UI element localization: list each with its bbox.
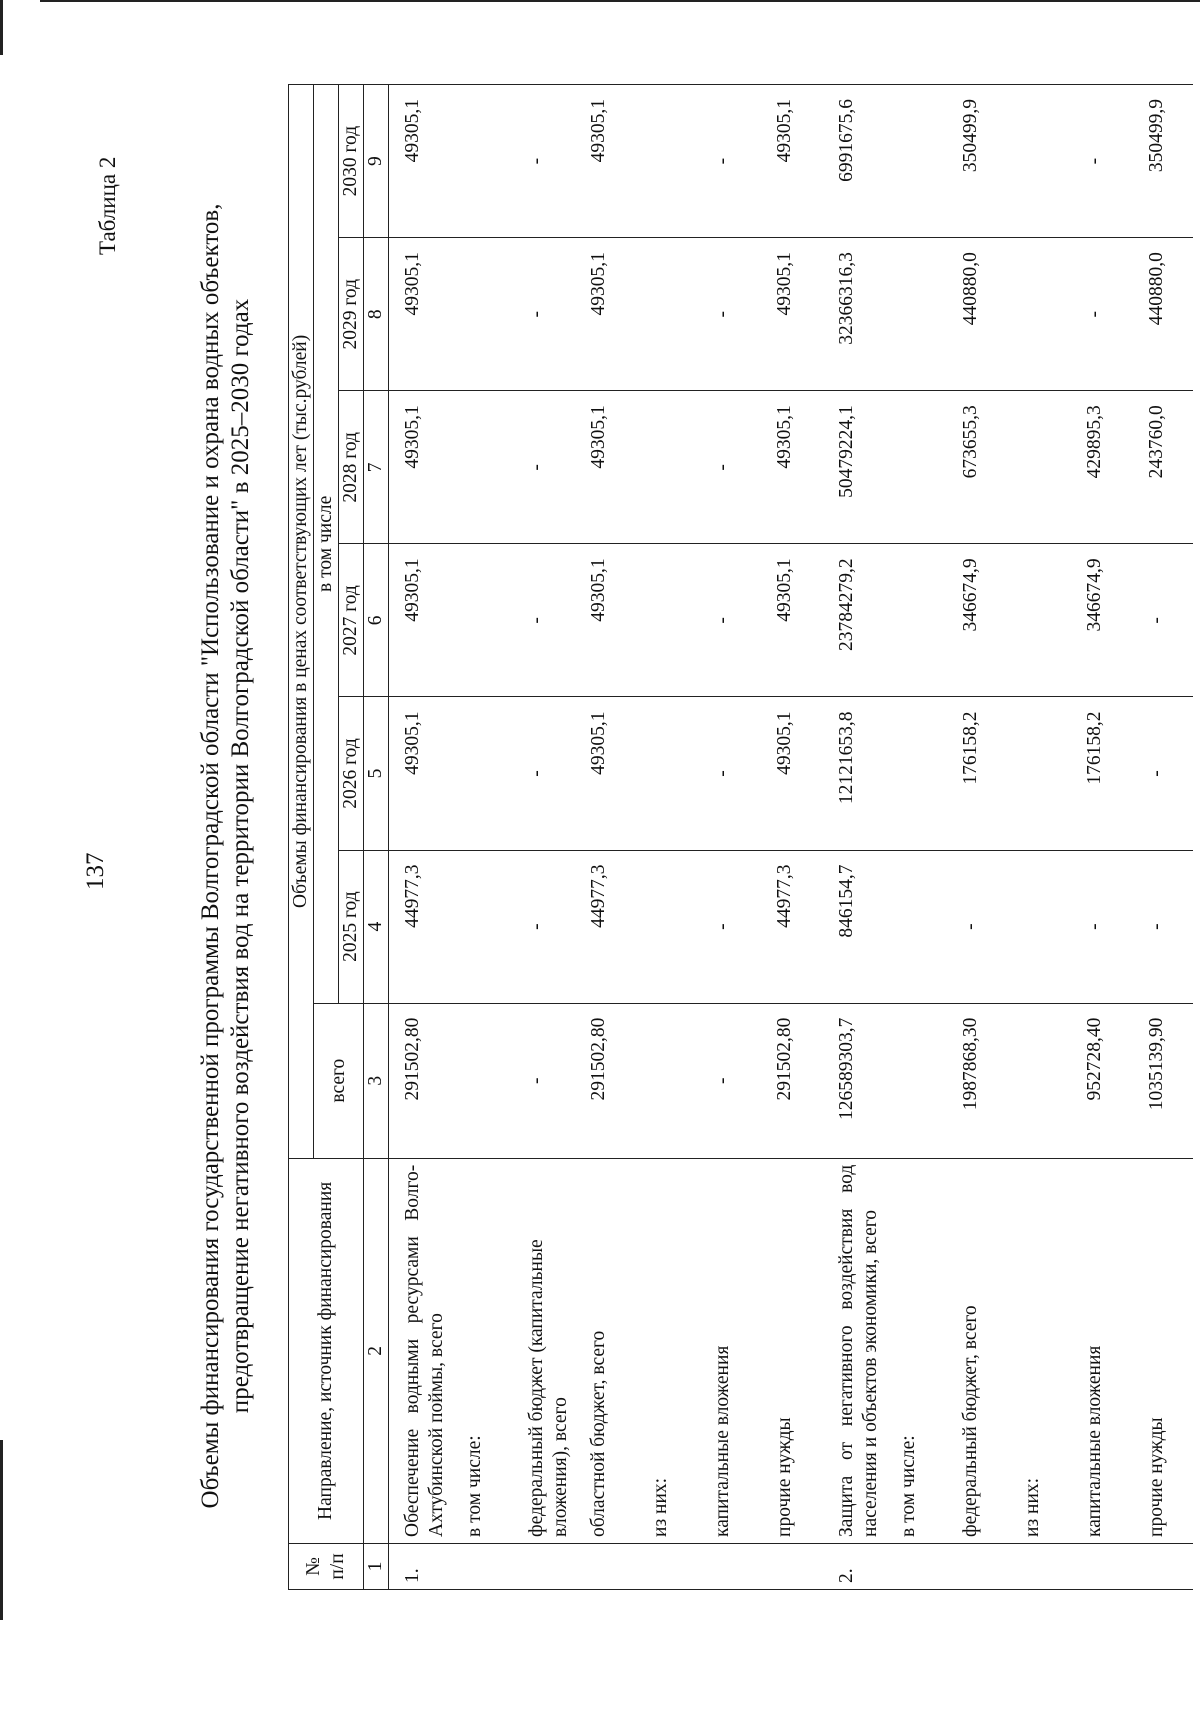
column-number: 6 bbox=[364, 544, 389, 697]
row-total bbox=[635, 1003, 697, 1158]
row-year-value: 49305,1 bbox=[759, 85, 821, 238]
row-year-value: 673655,3 bbox=[945, 391, 1007, 544]
row-year-value: 350499,9 bbox=[1131, 85, 1193, 238]
title-line-1: Объемы финансирования государственной программы Волгоградской области "Использование и охрана водных объектов, bbox=[197, 203, 224, 1509]
row-year-value: - bbox=[697, 697, 759, 850]
row-year-value bbox=[449, 238, 511, 391]
row-label: областной бюджет, всего bbox=[573, 1158, 635, 1543]
row-label: в том числе: bbox=[883, 1158, 945, 1543]
row-number bbox=[511, 1543, 573, 1589]
row-number bbox=[697, 1543, 759, 1589]
header-year: 2025 год bbox=[339, 850, 364, 1003]
row-year-value: - bbox=[697, 85, 759, 238]
header-including: в том числе bbox=[314, 85, 339, 1004]
row-year-value: 49305,1 bbox=[759, 391, 821, 544]
row-year-value bbox=[449, 544, 511, 697]
row-year-value bbox=[449, 697, 511, 850]
row-year-value bbox=[635, 85, 697, 238]
header-year: 2028 год bbox=[339, 391, 364, 544]
table-row bbox=[1007, 85, 1069, 1590]
row-number bbox=[1007, 1543, 1069, 1589]
row-year-value: - bbox=[1131, 697, 1193, 850]
row-year-value: 49305,1 bbox=[389, 85, 450, 238]
row-label: федеральный бюджет (капитальные вложения), всего bbox=[511, 1158, 573, 1543]
row-year-value: 49305,1 bbox=[389, 697, 450, 850]
row-year-value: - bbox=[697, 391, 759, 544]
column-number: 2 bbox=[364, 1158, 389, 1543]
row-number bbox=[449, 1543, 511, 1589]
row-year-value: 49305,1 bbox=[389, 544, 450, 697]
row-total bbox=[1007, 1003, 1069, 1158]
column-number: 1 bbox=[364, 1543, 389, 1589]
row-year-value bbox=[1007, 238, 1069, 391]
row-year-value: 49305,1 bbox=[759, 238, 821, 391]
row-year-value: - bbox=[511, 850, 573, 1003]
row-label: капитальные вложения bbox=[1069, 1158, 1131, 1543]
header-direction: Направление, источник финансирования bbox=[289, 1158, 364, 1543]
column-number: 7 bbox=[364, 391, 389, 544]
row-number bbox=[759, 1543, 821, 1589]
row-year-value bbox=[1007, 544, 1069, 697]
row-total: 1035139,90 bbox=[1131, 1003, 1193, 1158]
row-year-value: 176158,2 bbox=[945, 697, 1007, 850]
row-year-value: 23784279,2 bbox=[821, 544, 883, 697]
row-total: - bbox=[511, 1003, 573, 1158]
row-number: 2. bbox=[821, 1543, 883, 1589]
row-total: 126589303,7 bbox=[821, 1003, 883, 1158]
table-header bbox=[289, 85, 389, 1590]
column-number: 8 bbox=[364, 238, 389, 391]
row-number bbox=[883, 1543, 945, 1589]
row-label: Обеспечение водными ресурсами Волго-Ахтубинской поймы, всего bbox=[389, 1158, 450, 1543]
row-total: 291502,80 bbox=[573, 1003, 635, 1158]
row-total: - bbox=[697, 1003, 759, 1158]
header-total: всего bbox=[314, 1003, 364, 1158]
row-year-value bbox=[635, 544, 697, 697]
header-year: 2030 год bbox=[339, 85, 364, 238]
row-total: 291502,80 bbox=[389, 1003, 450, 1158]
header-funding: Объемы финансирования в ценах соответствующих лет (тыс.рублей) bbox=[289, 85, 314, 1159]
row-year-value bbox=[449, 85, 511, 238]
row-year-value bbox=[883, 238, 945, 391]
row-year-value: 44977,3 bbox=[389, 850, 450, 1003]
table-row bbox=[883, 85, 945, 1590]
table-label: Таблица 2 bbox=[95, 156, 120, 255]
row-label: прочие нужды bbox=[1131, 1158, 1193, 1543]
financing-table bbox=[288, 84, 1193, 1590]
row-year-value bbox=[635, 850, 697, 1003]
table-row bbox=[449, 85, 511, 1590]
row-year-value bbox=[883, 544, 945, 697]
row-number: 1. bbox=[389, 1543, 450, 1589]
row-label: из них: bbox=[1007, 1158, 1069, 1543]
page-number: 137 bbox=[82, 852, 109, 890]
table-row bbox=[635, 85, 697, 1590]
row-year-value: - bbox=[1131, 850, 1193, 1003]
row-year-value: - bbox=[511, 544, 573, 697]
row-year-value: 243760,0 bbox=[1131, 391, 1193, 544]
row-year-value: 49305,1 bbox=[389, 391, 450, 544]
row-year-value bbox=[635, 697, 697, 850]
row-year-value bbox=[635, 391, 697, 544]
row-year-value bbox=[449, 391, 511, 544]
row-year-value: - bbox=[1131, 544, 1193, 697]
row-year-value bbox=[883, 850, 945, 1003]
row-year-value: - bbox=[697, 238, 759, 391]
row-label: федеральный бюджет, всего bbox=[945, 1158, 1007, 1543]
row-year-value: 44977,3 bbox=[759, 850, 821, 1003]
row-year-value: 49305,1 bbox=[573, 238, 635, 391]
row-year-value: 49305,1 bbox=[759, 544, 821, 697]
row-year-value: 6991675,6 bbox=[821, 85, 883, 238]
row-total bbox=[449, 1003, 511, 1158]
row-total bbox=[883, 1003, 945, 1158]
row-year-value: 429895,3 bbox=[1069, 391, 1131, 544]
row-year-value bbox=[1007, 697, 1069, 850]
row-year-value: 346674,9 bbox=[1069, 544, 1131, 697]
row-year-value: - bbox=[945, 850, 1007, 1003]
row-number bbox=[1069, 1543, 1131, 1589]
row-year-value: - bbox=[511, 85, 573, 238]
table-row bbox=[821, 85, 883, 1590]
row-year-value: 440880,0 bbox=[945, 238, 1007, 391]
table-row bbox=[759, 85, 821, 1590]
row-total: 952728,40 bbox=[1069, 1003, 1131, 1158]
row-year-value: - bbox=[1069, 238, 1131, 391]
row-year-value: - bbox=[697, 544, 759, 697]
row-total: 291502,80 bbox=[759, 1003, 821, 1158]
row-year-value: 176158,2 bbox=[1069, 697, 1131, 850]
row-year-value: - bbox=[1069, 850, 1131, 1003]
row-year-value bbox=[449, 850, 511, 1003]
row-year-value: - bbox=[697, 850, 759, 1003]
header-year: 2029 год bbox=[339, 238, 364, 391]
row-total: 1987868,30 bbox=[945, 1003, 1007, 1158]
table-row bbox=[945, 85, 1007, 1590]
row-year-value: 12121653,8 bbox=[821, 697, 883, 850]
table-row bbox=[1069, 85, 1131, 1590]
row-label: из них: bbox=[635, 1158, 697, 1543]
column-number: 9 bbox=[364, 85, 389, 238]
page-title bbox=[196, 151, 256, 1561]
row-year-value: 49305,1 bbox=[759, 697, 821, 850]
title-line-2: предотвращение негативного воздействия вод на территории Волгоградской области" в 2025–2030 годах bbox=[227, 298, 254, 1414]
row-year-value: 49305,1 bbox=[389, 238, 450, 391]
column-number: 3 bbox=[364, 1003, 389, 1158]
row-number bbox=[1131, 1543, 1193, 1589]
row-year-value: 49305,1 bbox=[573, 85, 635, 238]
table-row bbox=[1131, 85, 1193, 1590]
row-number bbox=[945, 1543, 1007, 1589]
row-year-value bbox=[1007, 850, 1069, 1003]
header-column-numbers-row bbox=[364, 85, 389, 1590]
row-year-value bbox=[1007, 391, 1069, 544]
row-year-value: 846154,7 bbox=[821, 850, 883, 1003]
row-label: Защита от негативного воздействия вод населения и объектов экономики, всего bbox=[821, 1158, 883, 1543]
row-year-value: - bbox=[511, 391, 573, 544]
row-year-value bbox=[1007, 85, 1069, 238]
header-num: № п/п bbox=[289, 1543, 364, 1589]
table-row bbox=[573, 85, 635, 1590]
header-year: 2027 год bbox=[339, 544, 364, 697]
row-year-value: - bbox=[511, 697, 573, 850]
row-year-value: 49305,1 bbox=[573, 544, 635, 697]
table-row bbox=[511, 85, 573, 1590]
row-number bbox=[573, 1543, 635, 1589]
row-year-value: 440880,0 bbox=[1131, 238, 1193, 391]
column-number: 4 bbox=[364, 850, 389, 1003]
row-label: капитальные вложения bbox=[697, 1158, 759, 1543]
row-year-value: 50479224,1 bbox=[821, 391, 883, 544]
table-row bbox=[389, 85, 450, 1590]
row-year-value: - bbox=[1069, 85, 1131, 238]
table-row bbox=[697, 85, 759, 1590]
row-year-value bbox=[635, 238, 697, 391]
row-year-value: 350499,9 bbox=[945, 85, 1007, 238]
row-number bbox=[635, 1543, 697, 1589]
table-body bbox=[389, 85, 1194, 1590]
row-year-value: 49305,1 bbox=[573, 391, 635, 544]
column-number: 5 bbox=[364, 697, 389, 850]
row-year-value: - bbox=[511, 238, 573, 391]
row-year-value bbox=[883, 85, 945, 238]
row-year-value: 346674,9 bbox=[945, 544, 1007, 697]
row-year-value: 49305,1 bbox=[573, 697, 635, 850]
header-year: 2026 год bbox=[339, 697, 364, 850]
row-year-value bbox=[883, 697, 945, 850]
row-year-value: 32366316,3 bbox=[821, 238, 883, 391]
row-label: прочие нужды bbox=[759, 1158, 821, 1543]
row-year-value bbox=[883, 391, 945, 544]
row-year-value: 44977,3 bbox=[573, 850, 635, 1003]
row-label: в том числе: bbox=[449, 1158, 511, 1543]
